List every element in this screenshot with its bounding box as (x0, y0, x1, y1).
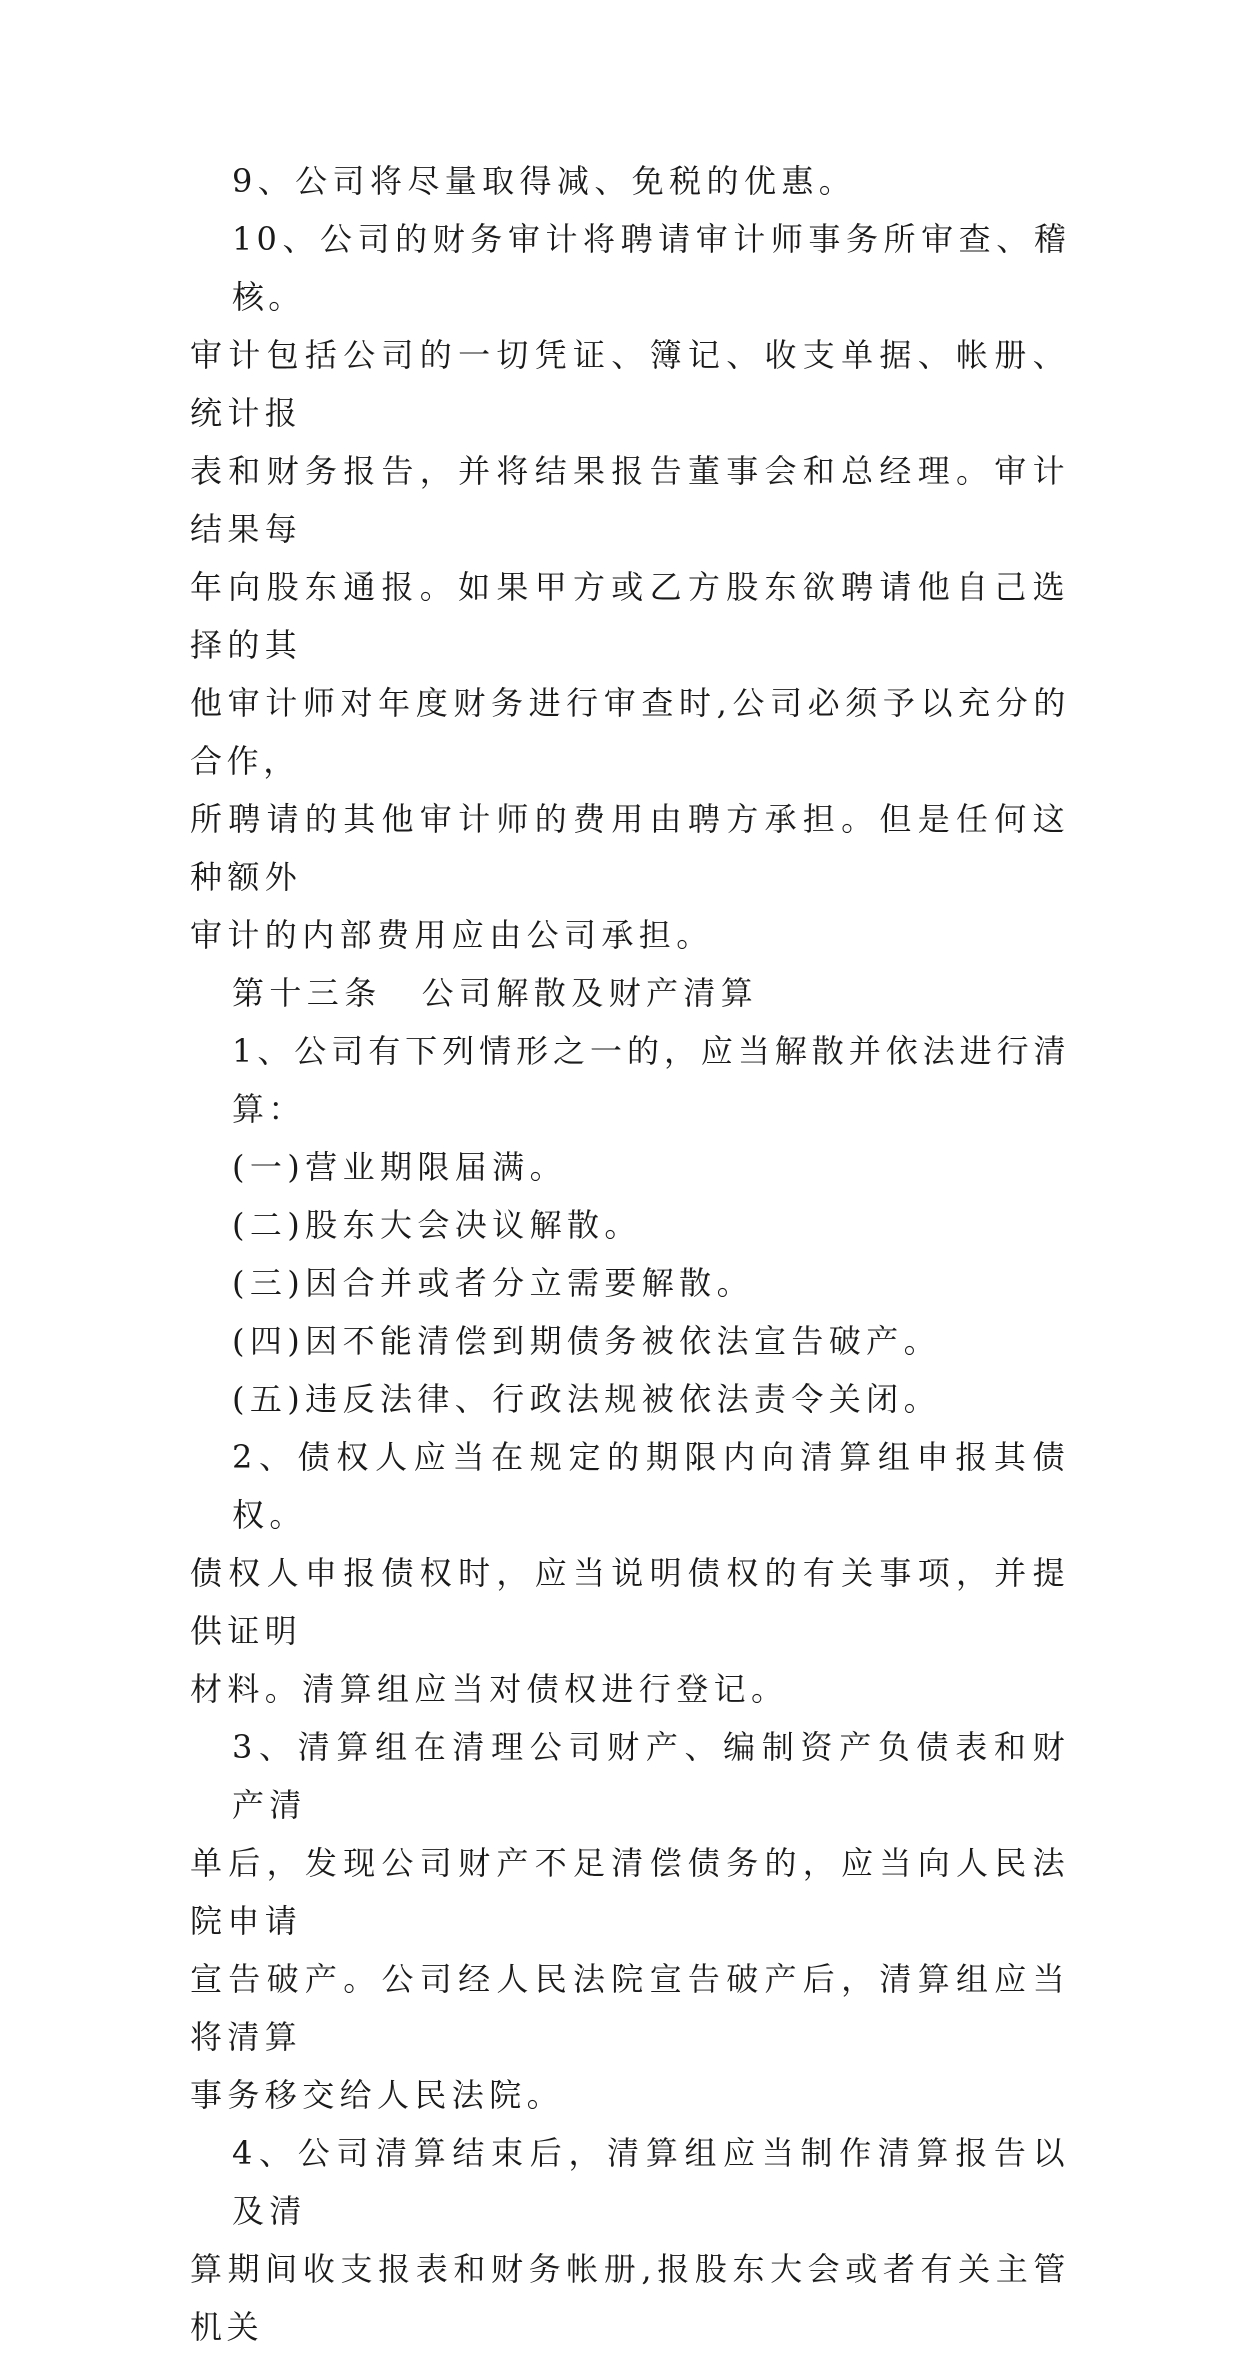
sub-clause-item-5 (190, 1370, 1070, 1428)
text-line: 3、清算组在清理公司财产、编制资产负债表和财产清 (232, 1728, 1070, 1824)
text-line: 表和财务报告，并将结果报告董事会和总经理。审计结果每 (190, 452, 1070, 548)
clause-item-2 (190, 1428, 1070, 1718)
text-line: 审计的内部费用应由公司承担。 (190, 916, 714, 954)
text-line: 所聘请的其他审计师的费用由聘方承担。但是任何这种额外 (190, 800, 1070, 896)
text-line: 审计包括公司的一切凭证、簿记、收支单据、帐册、统计报 (190, 336, 1070, 432)
text-line: (四)因不能清偿到期债务被依法宣告破产。 (232, 1322, 941, 1360)
text-line: 1、公司有下列情形之一的，应当解散并依法进行清算： (232, 1032, 1070, 1128)
text-line: 债权人申报债权时，应当说明债权的有关事项，并提供证明 (190, 1554, 1070, 1650)
article-heading (190, 964, 1070, 1022)
text-line: 单后，发现公司财产不足清偿债务的，应当向人民法院申请 (190, 1844, 1070, 1940)
text-line: (二)股东大会决议解散。 (232, 1206, 642, 1244)
text-line: 材料。清算组应当对债权进行登记。 (190, 1670, 789, 1708)
text-line: (三)因合并或者分立需要解散。 (232, 1264, 754, 1302)
text-line: (五)违反法律、行政法规被依法责令关闭。 (232, 1380, 941, 1418)
sub-clause-item-1 (190, 1138, 1070, 1196)
sub-clause-item-3 (190, 1254, 1070, 1312)
paragraph-item-9 (190, 152, 1070, 210)
clause-item-1 (190, 1022, 1070, 1138)
text-line: 10、公司的财务审计将聘请审计师事务所审查、稽核。 (232, 220, 1070, 316)
sub-clause-item-4 (190, 1312, 1070, 1370)
article-title: 公司解散及财产清算 (421, 974, 759, 1012)
clause-item-4 (190, 2124, 1070, 2356)
sub-clause-item-2 (190, 1196, 1070, 1254)
document-body (190, 152, 1070, 2356)
article-number: 第十三条 (232, 974, 382, 1012)
paragraph-item-10 (190, 210, 1070, 964)
text-line: 他审计师对年度财务进行审查时,公司必须予以充分的合作， (190, 684, 1070, 780)
text-line: 宣告破产。公司经人民法院宣告破产后，清算组应当将清算 (190, 1960, 1070, 2056)
text-line: 年向股东通报。如果甲方或乙方股东欲聘请他自己选择的其 (190, 568, 1070, 664)
text-line: (一)营业期限届满。 (232, 1148, 567, 1186)
text-line: 4、公司清算结束后，清算组应当制作清算报告以及清 (232, 2134, 1070, 2230)
text-line: 9、公司将尽量取得减、免税的优惠。 (232, 162, 857, 200)
text-line: 算期间收支报表和财务帐册,报股东大会或者有关主管机关 (190, 2250, 1070, 2346)
text-line: 2、债权人应当在规定的期限内向清算组申报其债权。 (232, 1438, 1070, 1534)
text-line: 事务移交给人民法院。 (190, 2076, 565, 2114)
clause-item-3 (190, 1718, 1070, 2124)
